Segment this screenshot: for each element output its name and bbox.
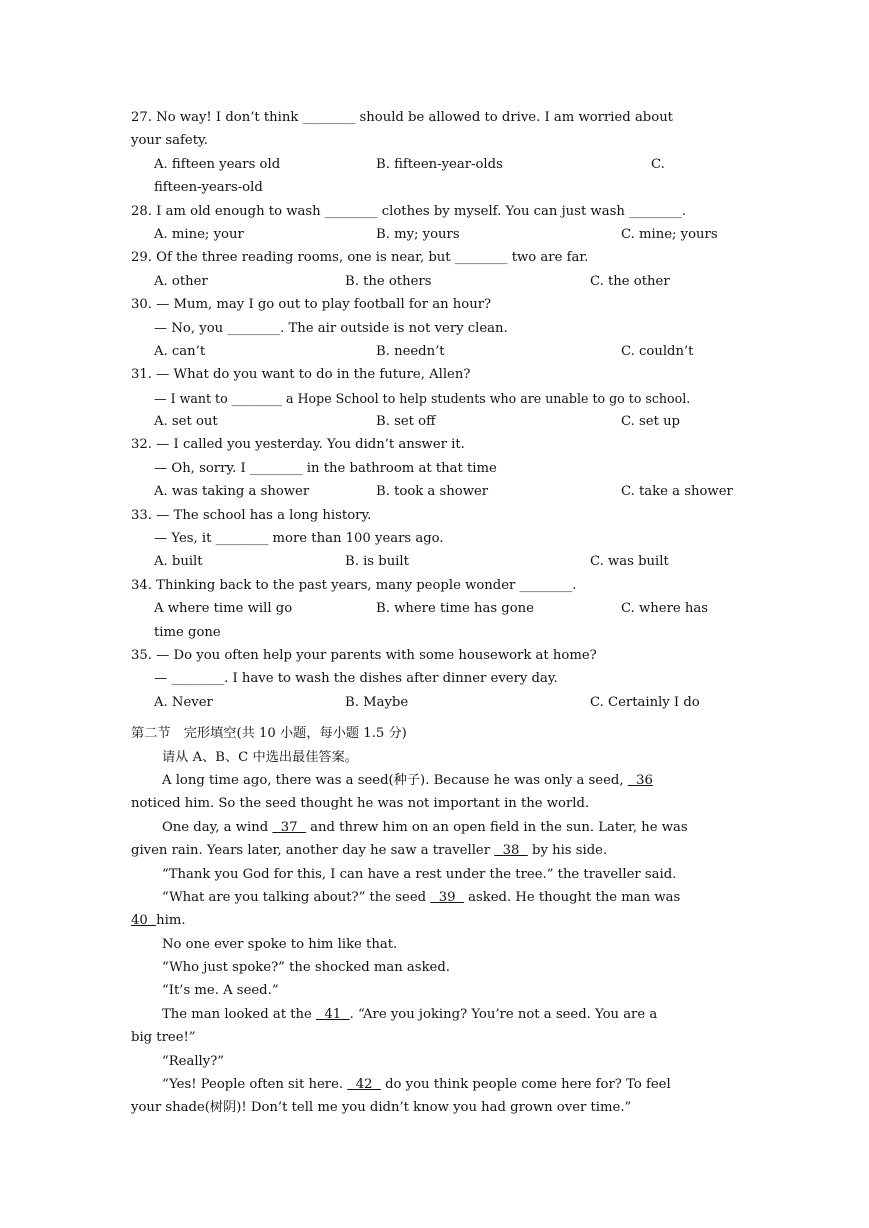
option-b: B. the others — [345, 273, 432, 289]
blank-39: 39 — [430, 889, 464, 905]
option-b: B. my; yours — [376, 226, 460, 242]
option-a: A. was taking a shower — [154, 484, 310, 500]
option-c: C. couldn’t — [621, 343, 694, 359]
passage-text: One day, a wind — [162, 819, 269, 835]
passage-text: asked. He thought the man was — [468, 889, 681, 905]
passage-line: No one ever spoke to him like that. — [162, 936, 398, 952]
passage-text: by his side. — [532, 843, 608, 859]
question-29-options — [131, 270, 737, 293]
blank-41: 41 — [316, 1006, 350, 1022]
question-28-options — [131, 223, 737, 246]
option-c: C. set up — [621, 414, 681, 430]
blank-40: 40 — [131, 913, 157, 929]
question-27-stem-cont: your safety. — [131, 133, 208, 149]
question-30-stem-cont: — No, you ________. The air outside is not very clean. — [154, 320, 508, 336]
option-b: B. is built — [345, 554, 409, 570]
passage-line — [131, 909, 737, 932]
section-instruction: 请从 A、B、C 中选出最佳答案。 — [162, 749, 358, 765]
passage-text: A long time ago, there was a seed(种子). Because he was only a seed, — [162, 772, 624, 788]
question-30-options — [131, 340, 737, 363]
option-b: B. took a shower — [376, 484, 489, 500]
question-35-stem-cont: — ________. I have to wash the dishes after dinner every day. — [154, 671, 558, 687]
document-page — [131, 106, 737, 1120]
passage-line: “Thank you God for this, I can have a rest under the tree.” the traveller said. — [162, 866, 677, 882]
option-b: B. set off — [376, 414, 436, 430]
option-c: C. mine; yours — [621, 226, 718, 242]
passage-text: and threw him on an open field in the sun. Later, he was — [310, 819, 688, 835]
question-33-stem-cont: — Yes, it ________ more than 100 years ago. — [154, 531, 444, 547]
blank-37: 37 — [272, 819, 306, 835]
option-a: A. Never — [154, 694, 213, 710]
option-a: A. other — [154, 273, 208, 289]
question-35-stem: 35. — Do you often help your parents with some housework at home? — [131, 647, 597, 663]
passage-text: given rain. Years later, another day he saw a traveller — [131, 843, 491, 859]
passage-text: . “Are you joking? You’re not a seed. You are a — [349, 1006, 658, 1022]
option-c: C. where has — [621, 601, 709, 617]
option-a: A. can’t — [154, 343, 206, 359]
passage-text: him. — [156, 913, 186, 929]
section-title: 第二节 完形填空(共 10 小题，每小题 1.5 分) — [131, 726, 407, 742]
blank-42: 42 — [347, 1077, 381, 1093]
blank-36: 36 — [627, 772, 653, 788]
question-28-stem: 28. I am old enough to wash ________ clothes by myself. You can just wash ________. — [131, 203, 686, 219]
passage-text: The man looked at the — [162, 1006, 312, 1022]
option-c: C. — [651, 156, 665, 172]
question-34-stem: 34. Thinking back to the past years, many people wonder ________. — [131, 577, 577, 593]
question-31-stem-cont: — I want to ________ a Hope School to help students who are unable to go to school. — [154, 390, 691, 406]
option-c: C. the other — [590, 273, 670, 289]
passage-line: noticed him. So the seed thought he was not important in the world. — [131, 796, 590, 812]
question-29-stem: 29. Of the three reading rooms, one is near, but ________ two are far. — [131, 250, 589, 266]
question-33-stem: 33. — The school has a long history. — [131, 507, 372, 523]
passage-text: do you think people come here for? To feel — [385, 1077, 671, 1093]
passage-line: “It’s me. A seed.” — [162, 983, 279, 999]
option-c: C. Certainly I do — [590, 694, 700, 710]
option-b: B. fifteen-year-olds — [376, 156, 503, 172]
passage-text: “What are you talking about?” the seed — [162, 889, 427, 905]
question-32-options — [131, 480, 737, 503]
option-c-cont: fifteen-years-old — [154, 180, 263, 196]
option-c-cont: time gone — [154, 624, 221, 640]
option-b: B. Maybe — [345, 694, 409, 710]
passage-line — [131, 886, 737, 909]
question-27-options — [131, 153, 737, 176]
passage-line: your shade(树阴)! Don’t tell me you didn’t know you had grown over time.” — [131, 1100, 632, 1116]
question-34-options — [131, 597, 737, 620]
option-a: A. set out — [154, 414, 218, 430]
option-c: C. was built — [590, 554, 669, 570]
passage-line — [131, 816, 737, 839]
passage-text: “Yes! People often sit here. — [162, 1077, 344, 1093]
option-a: A. mine; your — [154, 226, 244, 242]
passage-line — [131, 1073, 737, 1096]
question-27-stem: 27. No way! I don’t think ________ should be allowed to drive. I am worried about — [131, 110, 673, 125]
blank-38: 38 — [494, 843, 528, 859]
question-35-options — [131, 691, 737, 714]
question-30-stem: 30. — Mum, may I go out to play football for an hour? — [131, 297, 492, 313]
passage-line — [131, 1003, 737, 1026]
passage-line: “Who just spoke?” the shocked man asked. — [162, 960, 450, 976]
passage-line: “Really?” — [162, 1053, 225, 1069]
passage-line — [131, 839, 737, 862]
option-b: B. where time has gone — [376, 601, 534, 617]
passage-line: big tree!” — [131, 1030, 196, 1046]
question-31-stem: 31. — What do you want to do in the future, Allen? — [131, 367, 471, 383]
question-33-options — [131, 550, 737, 573]
option-a: A where time will go — [154, 601, 293, 617]
option-c: C. take a shower — [621, 484, 733, 500]
question-32-stem-cont: — Oh, sorry. I ________ in the bathroom at that time — [154, 460, 497, 476]
option-b: B. needn’t — [376, 343, 445, 359]
passage-line — [131, 769, 737, 792]
question-32-stem: 32. — I called you yesterday. You didn’t answer it. — [131, 437, 465, 453]
question-31-options — [131, 410, 737, 433]
option-a: A. built — [154, 554, 203, 570]
option-a: A. fifteen years old — [154, 156, 281, 172]
